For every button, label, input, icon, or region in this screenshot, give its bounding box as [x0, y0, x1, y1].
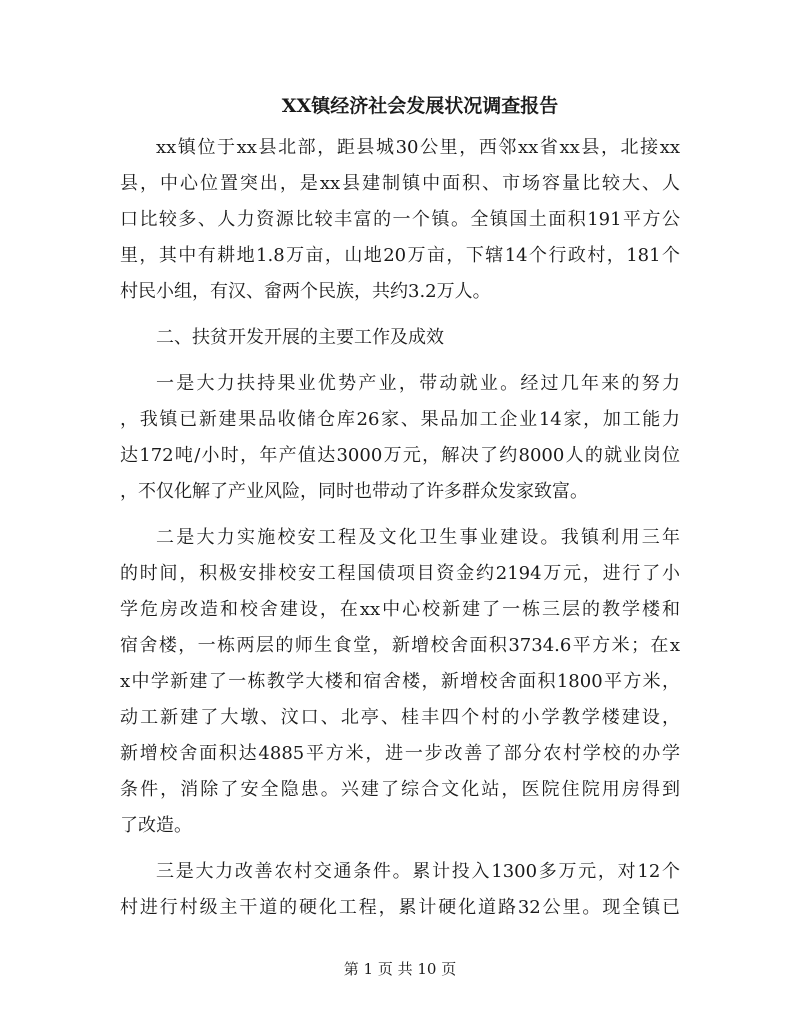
text-line: 三是大力改善农村交通条件。累计投入1300多万元，对12个 — [156, 861, 680, 882]
section-heading — [120, 320, 680, 356]
text-line: 学危房改造和校舍建设，在xx中心校新建了一栋三层的教学楼和 — [120, 599, 680, 620]
paragraph-intro — [120, 130, 680, 310]
text-line: 二是大力实施校安工程及文化卫生事业建设。我镇利用三年 — [156, 527, 680, 548]
text-line: 宿舍楼，一栋两层的师生食堂，新增校舍面积3734.6平方米；在x — [120, 635, 680, 656]
text-line: ，我镇已新建果品收储仓库26家、果品加工企业14家，加工能力 — [120, 409, 680, 430]
text-line: 一是大力扶持果业优势产业，带动就业。经过几年来的努力 — [156, 373, 680, 394]
text-line: x中学新建了一栋教学大楼和宿舍楼，新增校舍面积1800平方米， — [120, 671, 680, 692]
text-line: ，不仅化解了产业风险，同时也带动了许多群众发家致富。 — [120, 481, 588, 502]
paragraph-fruit-industry — [120, 366, 680, 510]
document-body — [120, 130, 680, 926]
text-line: 达172吨/小时，年产值达3000万元，解决了约8000人的就业岗位 — [120, 445, 680, 466]
page-footer: 第 1 页 共 10 页 — [343, 960, 457, 978]
paragraph-school-safety — [120, 520, 680, 844]
text-line: 二、扶贫开发开展的主要工作及成效 — [156, 327, 444, 348]
text-line: 村进行村级主干道的硬化工程，累计硬化道路32公里。现全镇已 — [120, 897, 680, 918]
text-line: 条件，消除了安全隐患。兴建了综合文化站，医院住院用房得到 — [120, 779, 680, 800]
text-line: 了改造。 — [120, 815, 192, 836]
paragraph-transport — [120, 854, 680, 926]
text-line: 新增校舍面积达4885平方米，进一步改善了部分农村学校的办学 — [120, 743, 680, 764]
text-line: 的时间，积极安排校安工程国债项目资金约2194万元，进行了小 — [120, 563, 680, 584]
text-line: 村民小组，有汉、畲两个民族，共约3.2万人。 — [120, 281, 491, 302]
text-line: xx镇位于xx县北部，距县城30公里，西邻xx省xx县，北接xx — [156, 137, 680, 158]
document-title: XX镇经济社会发展状况调查报告 — [281, 95, 559, 117]
text-line: 动工新建了大墩、汶口、北亭、桂丰四个村的小学教学楼建设， — [120, 707, 680, 728]
text-line: 口比较多、人力资源比较丰富的一个镇。全镇国土面积191平方公 — [120, 209, 680, 230]
text-line: 县，中心位置突出，是xx县建制镇中面积、市场容量比较大、人 — [120, 173, 680, 194]
text-line: 里，其中有耕地1.8万亩，山地20万亩，下辖14个行政村，181个 — [120, 245, 680, 266]
